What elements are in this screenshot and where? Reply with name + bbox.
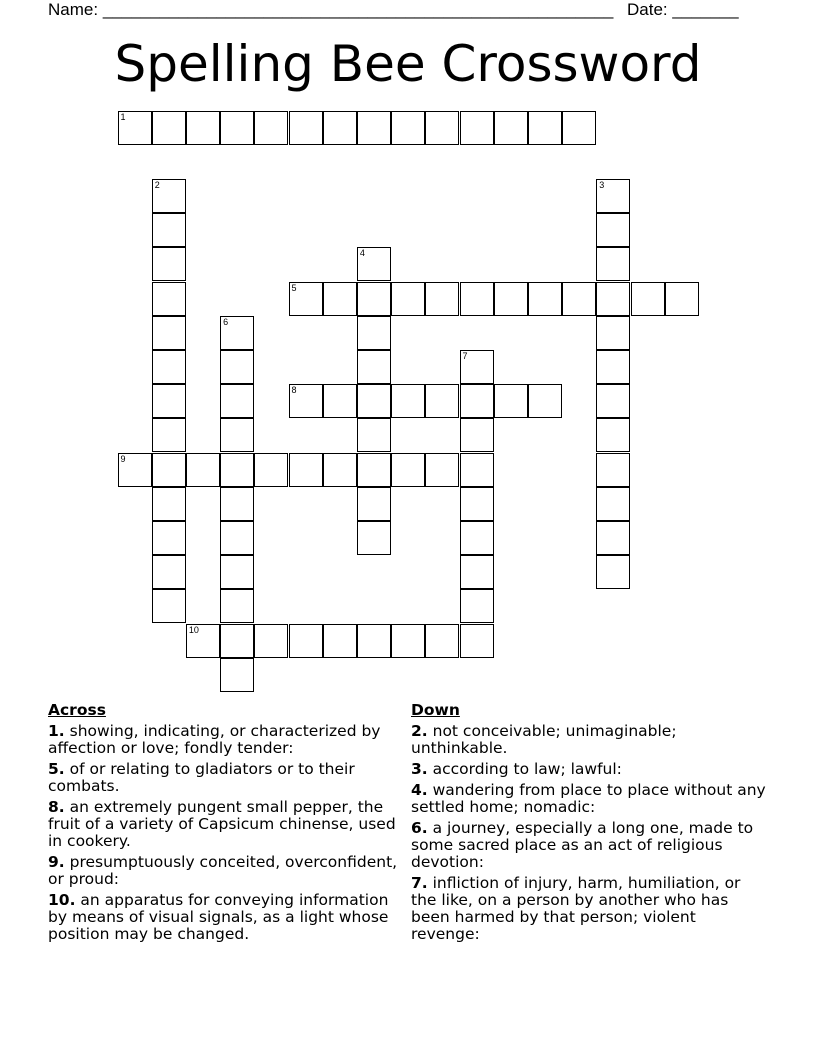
- grid-cell[interactable]: [152, 453, 186, 487]
- cell-number: 1: [120, 111, 126, 122]
- grid-cell[interactable]: [460, 384, 494, 418]
- grid-cell[interactable]: [357, 111, 391, 145]
- grid-cell[interactable]: [460, 624, 494, 658]
- clue-text: a journey, especially a long one, made to some sacred place as an act of religious devotion:: [411, 819, 754, 871]
- grid-cell[interactable]: [528, 384, 562, 418]
- grid-cell[interactable]: [220, 384, 254, 418]
- grid-cell[interactable]: [460, 453, 494, 487]
- grid-cell[interactable]: [425, 624, 459, 658]
- grid-cell[interactable]: [596, 282, 630, 316]
- grid-cell[interactable]: [494, 282, 528, 316]
- grid-cell[interactable]: [596, 179, 630, 213]
- grid-cell[interactable]: [357, 487, 391, 521]
- grid-cell[interactable]: [152, 111, 186, 145]
- grid-cell[interactable]: [220, 316, 254, 350]
- grid-cell[interactable]: [254, 453, 288, 487]
- grid-cell[interactable]: [220, 418, 254, 452]
- grid-cell[interactable]: [596, 316, 630, 350]
- grid-cell[interactable]: [357, 384, 391, 418]
- grid-cell[interactable]: [289, 111, 323, 145]
- grid-cell[interactable]: [460, 418, 494, 452]
- grid-cell[interactable]: [152, 247, 186, 281]
- grid-cell[interactable]: [357, 521, 391, 555]
- grid-cell[interactable]: [460, 487, 494, 521]
- clue-number: 6.: [411, 819, 428, 837]
- grid-cell[interactable]: [425, 453, 459, 487]
- grid-cell[interactable]: [596, 418, 630, 452]
- grid-cell[interactable]: [254, 624, 288, 658]
- clue-number: 2.: [411, 722, 428, 740]
- grid-cell[interactable]: [220, 111, 254, 145]
- clue-text: not conceivable; unimaginable; unthinkable.: [411, 722, 677, 757]
- grid-cell[interactable]: [596, 453, 630, 487]
- clue-text: presumptuously conceited, overconfident, or proud:: [48, 853, 398, 888]
- grid-cell[interactable]: [391, 453, 425, 487]
- clue-text: an apparatus for conveying information by means of visual signals, as a light whose position may be changed.: [48, 891, 389, 943]
- grid-cell[interactable]: [323, 453, 357, 487]
- down-clue: [411, 723, 766, 757]
- grid-cell[interactable]: [391, 384, 425, 418]
- grid-cell[interactable]: [220, 521, 254, 555]
- cell-number: 4: [359, 248, 365, 259]
- grid-cell[interactable]: [460, 589, 494, 623]
- clue-number: 10.: [48, 891, 76, 909]
- grid-cell[interactable]: [323, 111, 357, 145]
- grid-cell[interactable]: [220, 658, 254, 692]
- clue-text: according to law; lawful:: [432, 760, 622, 778]
- grid-cell[interactable]: [460, 521, 494, 555]
- cell-number: 5: [291, 282, 297, 293]
- grid-cell[interactable]: [220, 624, 254, 658]
- grid-cell[interactable]: [391, 282, 425, 316]
- grid-cell[interactable]: [323, 384, 357, 418]
- grid-cell[interactable]: [665, 282, 699, 316]
- grid-cell[interactable]: [357, 453, 391, 487]
- grid-cell[interactable]: [289, 624, 323, 658]
- grid-cell[interactable]: [323, 282, 357, 316]
- grid-cell[interactable]: [596, 247, 630, 281]
- grid-cell[interactable]: [323, 624, 357, 658]
- cell-number: 10: [188, 624, 199, 635]
- across-clue: [48, 799, 403, 850]
- grid-cell[interactable]: [186, 111, 220, 145]
- down-clue: [411, 782, 766, 816]
- grid-cell[interactable]: [254, 111, 288, 145]
- grid-cell[interactable]: [118, 111, 152, 145]
- across-clue: [48, 892, 403, 943]
- page-title: Spelling Bee Crossword: [114, 35, 702, 93]
- grid-cell[interactable]: [220, 555, 254, 589]
- grid-cell[interactable]: [357, 350, 391, 384]
- cell-number: 2: [154, 179, 160, 190]
- grid-cell[interactable]: [460, 282, 494, 316]
- date-label: Date:: [627, 0, 668, 19]
- grid-cell[interactable]: [460, 555, 494, 589]
- grid-cell[interactable]: [289, 453, 323, 487]
- grid-cell[interactable]: [152, 589, 186, 623]
- across-heading: Across: [48, 701, 106, 719]
- clue-text: infliction of injury, harm, humiliation, or the like, on a person by another who has been harmed by that person; violent revenge:: [411, 874, 741, 943]
- grid-cell[interactable]: [220, 487, 254, 521]
- grid-cell[interactable]: [186, 624, 220, 658]
- grid-cell[interactable]: [152, 521, 186, 555]
- grid-cell[interactable]: [186, 453, 220, 487]
- grid-cell[interactable]: [528, 282, 562, 316]
- cell-number: 3: [599, 179, 605, 190]
- date-blank: _______: [672, 0, 739, 19]
- name-label: Name:: [48, 0, 99, 19]
- down-clue: [411, 875, 766, 943]
- grid-cell[interactable]: [596, 487, 630, 521]
- clue-number: 5.: [48, 760, 65, 778]
- clue-text: showing, indicating, or characterized by affection or love; fondly tender:: [48, 722, 381, 757]
- grid-cell[interactable]: [425, 282, 459, 316]
- grid-cell[interactable]: [460, 111, 494, 145]
- grid-cell[interactable]: [528, 111, 562, 145]
- grid-cell[interactable]: [152, 316, 186, 350]
- grid-cell[interactable]: [220, 350, 254, 384]
- grid-cell[interactable]: [596, 384, 630, 418]
- clue-number: 3.: [411, 760, 428, 778]
- grid-cell[interactable]: [596, 350, 630, 384]
- grid-cell[interactable]: [357, 624, 391, 658]
- grid-cell[interactable]: [425, 384, 459, 418]
- across-clue: [48, 723, 403, 757]
- grid-cell[interactable]: [152, 282, 186, 316]
- clue-number: 4.: [411, 781, 428, 799]
- grid-cell[interactable]: [391, 111, 425, 145]
- grid-cell[interactable]: [357, 282, 391, 316]
- clue-text: an extremely pungent small pepper, the fruit of a variety of Capsicum chinense, used in cookery.: [48, 798, 396, 850]
- grid-cell[interactable]: [152, 487, 186, 521]
- grid-cell[interactable]: [357, 247, 391, 281]
- down-clue: [411, 820, 766, 871]
- grid-cell[interactable]: [562, 111, 596, 145]
- grid-cell[interactable]: [152, 350, 186, 384]
- cell-number: 8: [291, 385, 297, 396]
- down-clues: [411, 702, 766, 947]
- grid-cell[interactable]: [631, 282, 665, 316]
- name-blank: ______________________________________________________: [102, 0, 614, 19]
- across-clue: [48, 761, 403, 795]
- cell-number: 6: [223, 316, 229, 327]
- grid-cell[interactable]: [391, 624, 425, 658]
- across-clues: [48, 702, 403, 947]
- grid-cell[interactable]: [494, 384, 528, 418]
- grid-cell[interactable]: [357, 316, 391, 350]
- grid-cell[interactable]: [289, 384, 323, 418]
- grid-cell[interactable]: [562, 282, 596, 316]
- grid-cell[interactable]: [596, 521, 630, 555]
- grid-cell[interactable]: [152, 213, 186, 247]
- grid-cell[interactable]: [425, 111, 459, 145]
- grid-cell[interactable]: [596, 213, 630, 247]
- grid-cell[interactable]: [220, 589, 254, 623]
- grid-cell[interactable]: [357, 418, 391, 452]
- grid-cell[interactable]: [152, 179, 186, 213]
- grid-cell[interactable]: [494, 111, 528, 145]
- clue-number: 8.: [48, 798, 65, 816]
- down-heading: Down: [411, 701, 460, 719]
- clue-text: wandering from place to place without any settled home; nomadic:: [411, 781, 766, 816]
- across-clue: [48, 854, 403, 888]
- grid-cell[interactable]: [289, 282, 323, 316]
- grid-cell[interactable]: [152, 418, 186, 452]
- cell-number: 7: [462, 350, 468, 361]
- grid-cell[interactable]: [118, 453, 152, 487]
- grid-cell[interactable]: [460, 350, 494, 384]
- clue-number: 9.: [48, 853, 65, 871]
- cell-number: 9: [120, 453, 126, 464]
- clue-number: 7.: [411, 874, 428, 892]
- grid-cell[interactable]: [220, 453, 254, 487]
- down-clue: [411, 761, 766, 778]
- grid-cell[interactable]: [152, 384, 186, 418]
- grid-cell[interactable]: [152, 555, 186, 589]
- clue-number: 1.: [48, 722, 65, 740]
- grid-cell[interactable]: [596, 555, 630, 589]
- clue-text: of or relating to gladiators or to their combats.: [48, 760, 355, 795]
